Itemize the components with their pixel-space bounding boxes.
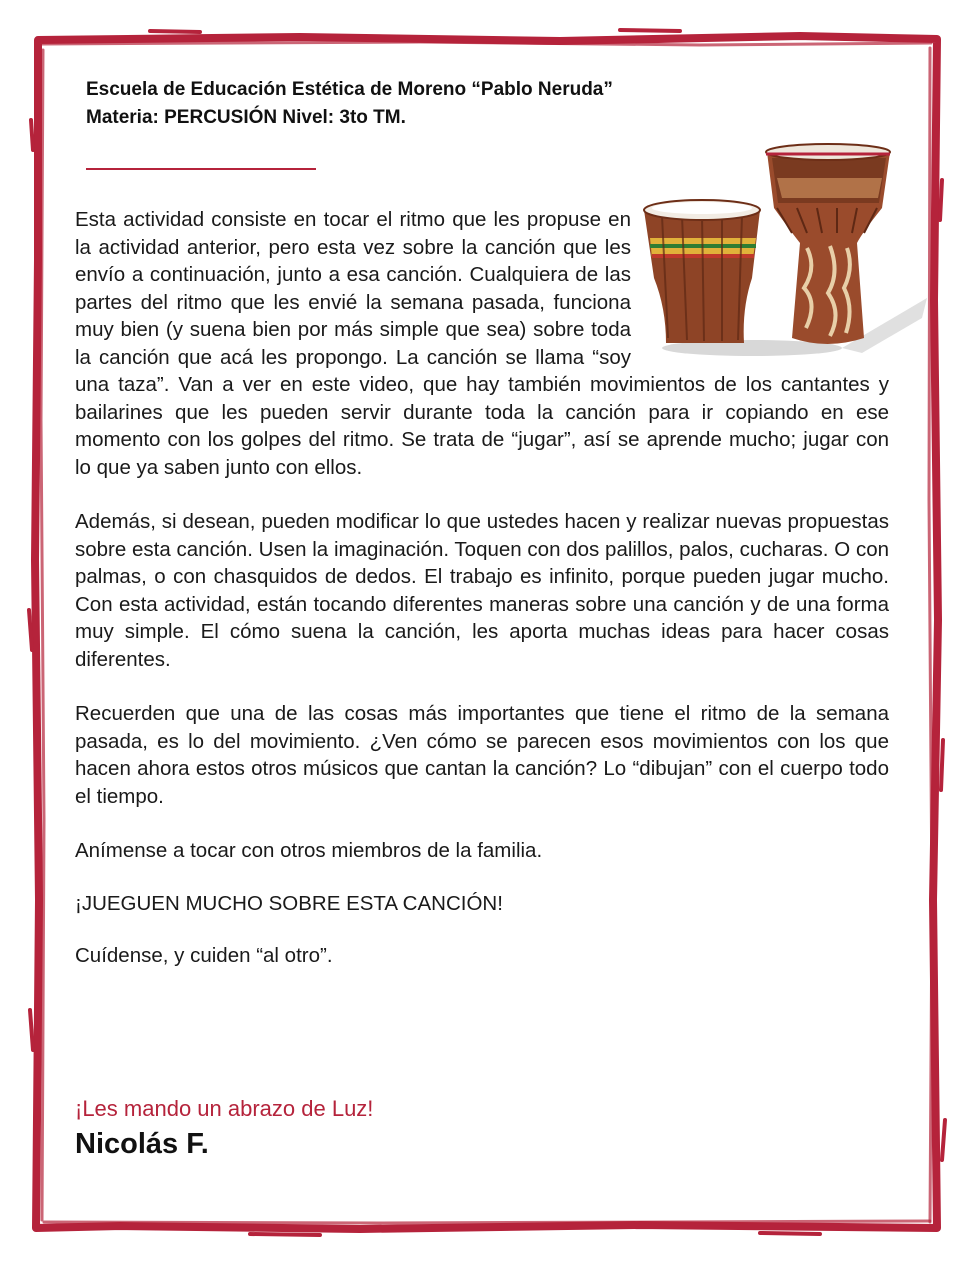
paragraph-5: ¡JUEGUEN MUCHO SOBRE ESTA CANCIÓN! (75, 891, 503, 915)
paragraph-6: Cuídense, y cuiden “al otro”. (75, 944, 333, 967)
closing-greeting: ¡Les mando un abrazo de Luz! (75, 1096, 374, 1121)
paragraph-3: Recuerden que una de las cosas más importantes que tiene el ritmo de la semana pasada, es lo del movimiento. ¿Ven cómo se parecen esos movimientos con los que hacen ahora estos otros músicos que cantan la canción? Lo “dibujan” con el cuerpo todo el tiempo. (75, 702, 889, 808)
subject-level: Materia: PERCUSIÓN Nivel: 3to TM. (86, 107, 406, 128)
document-header (86, 76, 806, 132)
school-name: Escuela de Educación Estética de Moreno “Pablo Neruda” (86, 79, 613, 100)
paragraph-2: Además, si desean, pueden modificar lo que ustedes hacen y realizar nuevas propuestas sobre esta canción. Usen la imaginación. Toquen con dos palillos, palos, cucharas. O con palmas, o con chasquidos de dedos. El trabajo es infinito, porque pueden jugar mucho. Con esta actividad, están tocando diferentes maneras sobre una canción y de una forma muy simple. El cómo suena la canción, les aporta muchas ideas para hacer cosas diferentes. (75, 510, 889, 671)
illustration-space (631, 206, 889, 366)
paragraph-1: Esta actividad consiste en tocar el ritmo que les propuse en la actividad anterior, pero esta vez sobre la canción que les envío a continuación, junto a esa canción. Cualquiera de las partes del ritmo que les envié la semana pasada, funciona muy bien (y suena bien por más simple que sea) sobre toda la canción que acá les propongo. La canción se llama “soy una taza”. Van a ver en este video, que hay también movimientos de los cantantes y bailarines que les pueden servir durante toda la canción para ir copiando en ese momento con los golpes del ritmo. Se trata de “jugar”, así se aprende mucho; jugar con lo que ya saben junto con ellos. (75, 208, 889, 479)
signature: Nicolás F. (75, 1128, 209, 1160)
letter-body (75, 206, 889, 970)
header-divider (86, 168, 316, 170)
paragraph-4: Anímense a tocar con otros miembros de la familia. (75, 839, 543, 862)
